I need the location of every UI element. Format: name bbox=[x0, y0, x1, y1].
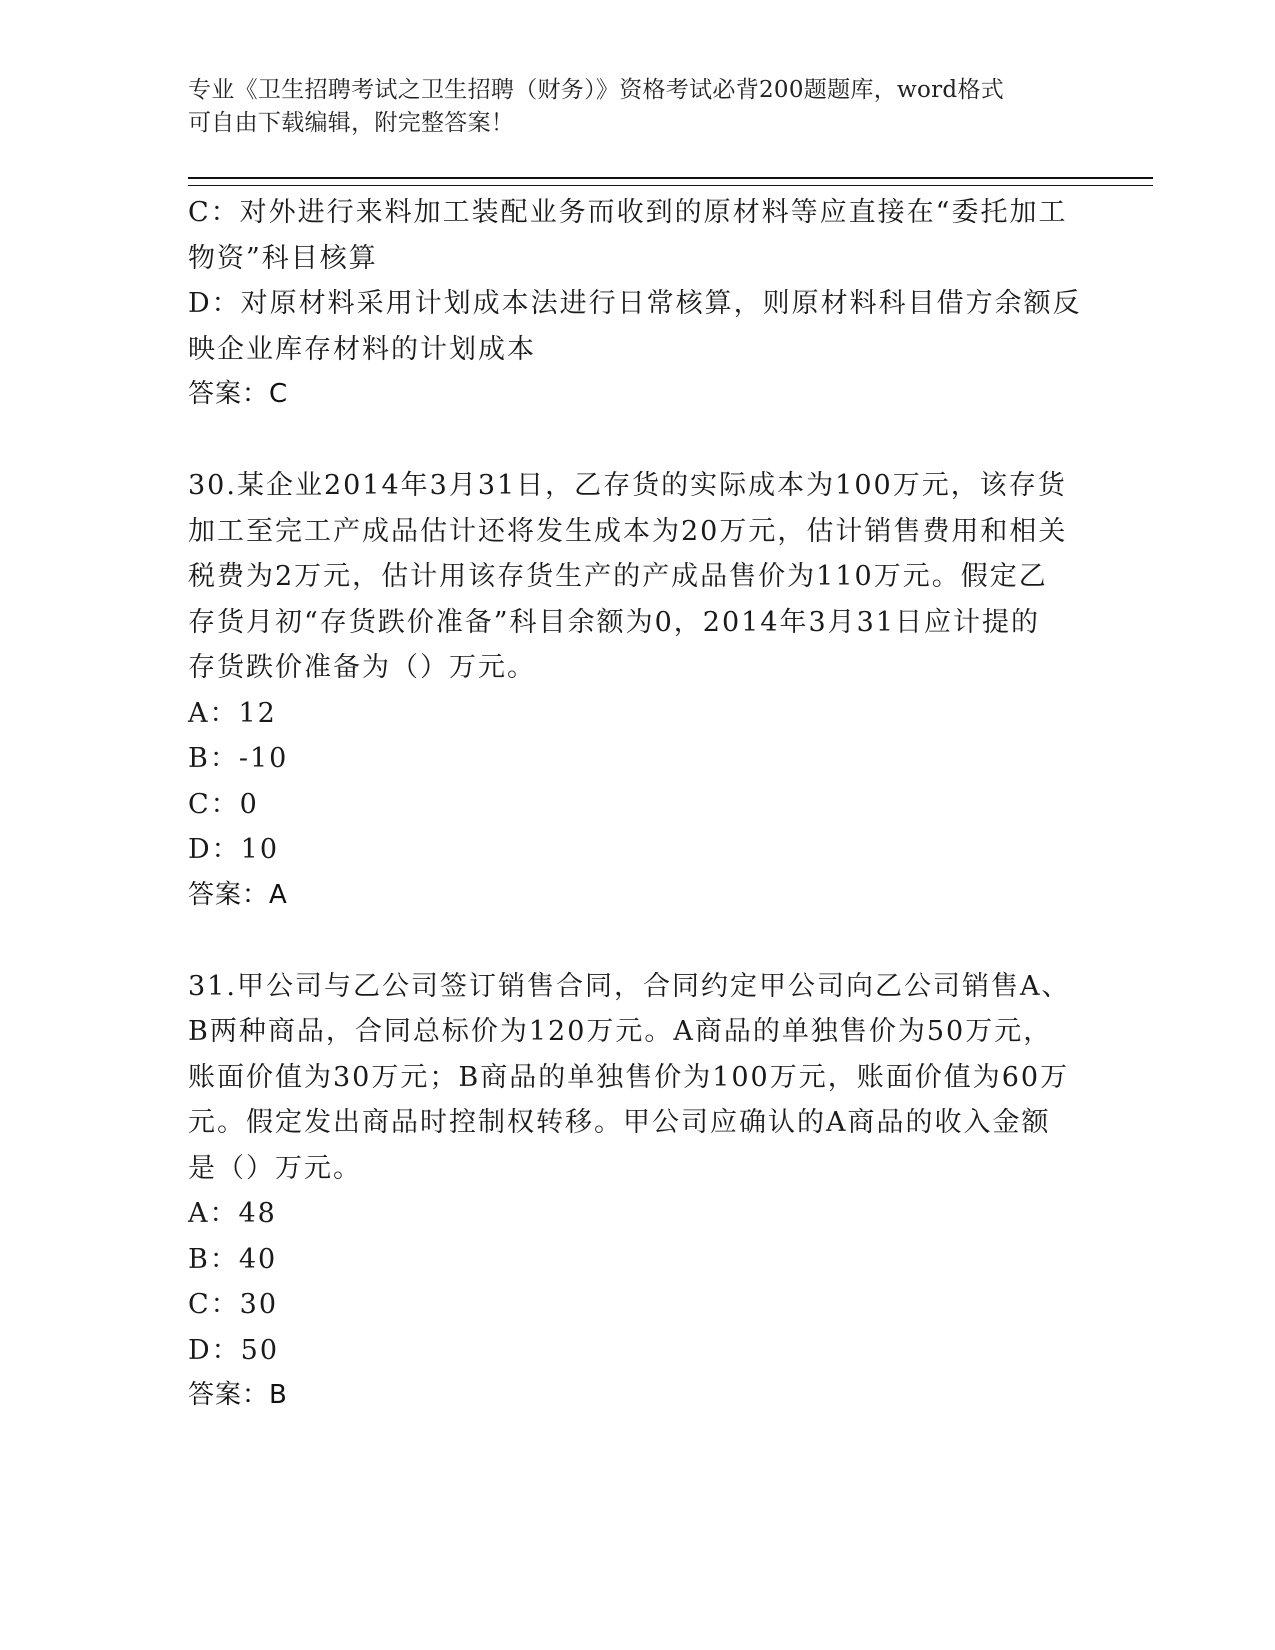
option-d-line-1: D：对原材料采用计划成本法进行日常核算，则原材料科目借方余额反 bbox=[188, 288, 1082, 319]
question-stem-line: B两种商品，合同总标价为120万元。A商品的单独售价为50万元， bbox=[188, 1016, 1053, 1047]
header-title-line-1: 专业《卫生招聘考试之卫生招聘（财务）》资格考试必背200题题库，word格式 bbox=[188, 77, 1005, 103]
option-d: D：10 bbox=[188, 834, 280, 865]
question-stem-line: 元。假定发出商品时控制权转移。甲公司应确认的A商品的收入金额 bbox=[188, 1107, 1051, 1138]
option-d: D：50 bbox=[188, 1334, 280, 1366]
page-header bbox=[188, 74, 1088, 140]
question-30 bbox=[188, 463, 1088, 918]
option-a: A：12 bbox=[188, 697, 277, 729]
answer-line: 答案：B bbox=[188, 1380, 288, 1410]
answer-line: 答案：A bbox=[188, 879, 288, 910]
spacer bbox=[188, 918, 1088, 964]
option-c-line-2: 物资”科目核算 bbox=[188, 242, 378, 274]
option-d-line-2: 映企业库存材料的计划成本 bbox=[188, 333, 536, 365]
spacer bbox=[188, 418, 1088, 464]
question-stem-line: 31.甲公司与乙公司签订销售合同，合同约定甲公司向乙公司销售A、 bbox=[188, 970, 1071, 1002]
answer-line: 答案：C bbox=[188, 379, 289, 409]
question-stem-line: 加工至完工产成品估计还将发生成本为20万元，估计销售费用和相关 bbox=[188, 515, 1068, 547]
question-stem-line: 是（）万元。 bbox=[188, 1152, 362, 1184]
header-title-line-2: 可自由下载编辑，附完整答案！ bbox=[188, 110, 515, 136]
question-stem-line: 账面价值为30万元；B商品的单独售价为100万元，账面价值为60万 bbox=[188, 1061, 1070, 1093]
option-a: A：48 bbox=[188, 1198, 277, 1229]
question-31 bbox=[188, 964, 1088, 1419]
option-c: C：30 bbox=[188, 1289, 279, 1320]
option-c-line-1: C：对外进行来料加工装配业务而收到的原材料等应直接在“委托加工 bbox=[188, 197, 1068, 228]
option-c: C：0 bbox=[188, 788, 259, 820]
question-stem-line: 存货跌价准备为（）万元。 bbox=[188, 652, 536, 683]
question-stem-line: 税费为2万元，估计用该存货生产的产成品售价为110万元。假定乙 bbox=[188, 561, 1048, 592]
document-body bbox=[188, 190, 1088, 1419]
question-29-continued bbox=[188, 190, 1088, 418]
question-stem-line: 30.某企业2014年3月31日，乙存货的实际成本为100万元，该存货 bbox=[188, 470, 1067, 501]
option-b: B：-10 bbox=[188, 743, 289, 774]
question-stem-line: 存货月初“存货跌价准备”科目余额为0，2014年3月31日应计提的 bbox=[188, 606, 1041, 638]
option-b: B：40 bbox=[188, 1243, 278, 1275]
header-divider bbox=[188, 177, 1153, 186]
